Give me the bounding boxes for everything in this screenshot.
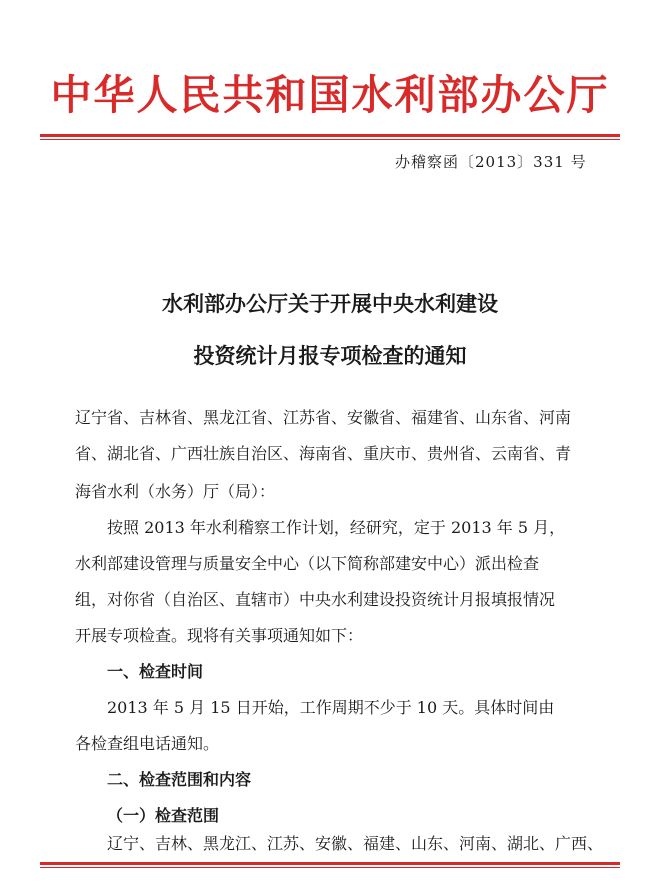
- section-1-heading: 一、检查时间: [107, 662, 204, 681]
- addressee-line-3: 海省水利（水务）厅（局）：: [75, 482, 276, 501]
- addressee-line-2: 省、湖北省、广西壮族自治区、海南省、重庆市、贵州省、云南省、青: [75, 444, 572, 463]
- intro-line-1: 按照 2013 年水利稽察工作计划，经研究，定于 2013 年 5 月，: [107, 518, 566, 537]
- section-2-heading: 二、检查范围和内容: [107, 770, 252, 789]
- intro-line-3: 组，对你省（自治区、直辖市）中央水利建设投资统计月报填报情况: [75, 590, 556, 609]
- header-divider-thick: [40, 134, 620, 137]
- section-2-subheading: （一）检查范围: [107, 806, 220, 825]
- agency-header-title: 中华人民共和国水利部办公厅: [50, 71, 610, 119]
- section-2-line-1: 辽宁、吉林、黑龙江、江苏、安徽、福建、山东、河南、湖北、广西、: [107, 834, 604, 853]
- document-number: 办稽察函〔2013〕331 号: [395, 153, 587, 171]
- footer-divider-thin: [40, 867, 620, 868]
- footer-divider-thick: [40, 862, 620, 865]
- notice-title-line-1: 水利部办公厅关于开展中央水利建设: [162, 291, 498, 316]
- addressee-line-1: 辽宁省、吉林省、黑龙江省、江苏省、安徽省、福建省、山东省、河南: [75, 408, 572, 427]
- section-1-line-1: 2013 年 5 月 15 日开始，工作周期不少于 10 天。具体时间由: [107, 698, 555, 717]
- header-divider-thin: [40, 139, 620, 140]
- section-1-line-2: 各检查组电话通知。: [75, 734, 220, 753]
- intro-line-4: 开展专项检查。现将有关事项通知如下：: [75, 626, 364, 645]
- notice-title-line-2: 投资统计月报专项检查的通知: [193, 343, 467, 368]
- intro-line-2: 水利部建设管理与质量安全中心（以下简称部建安中心）派出检查: [75, 554, 540, 573]
